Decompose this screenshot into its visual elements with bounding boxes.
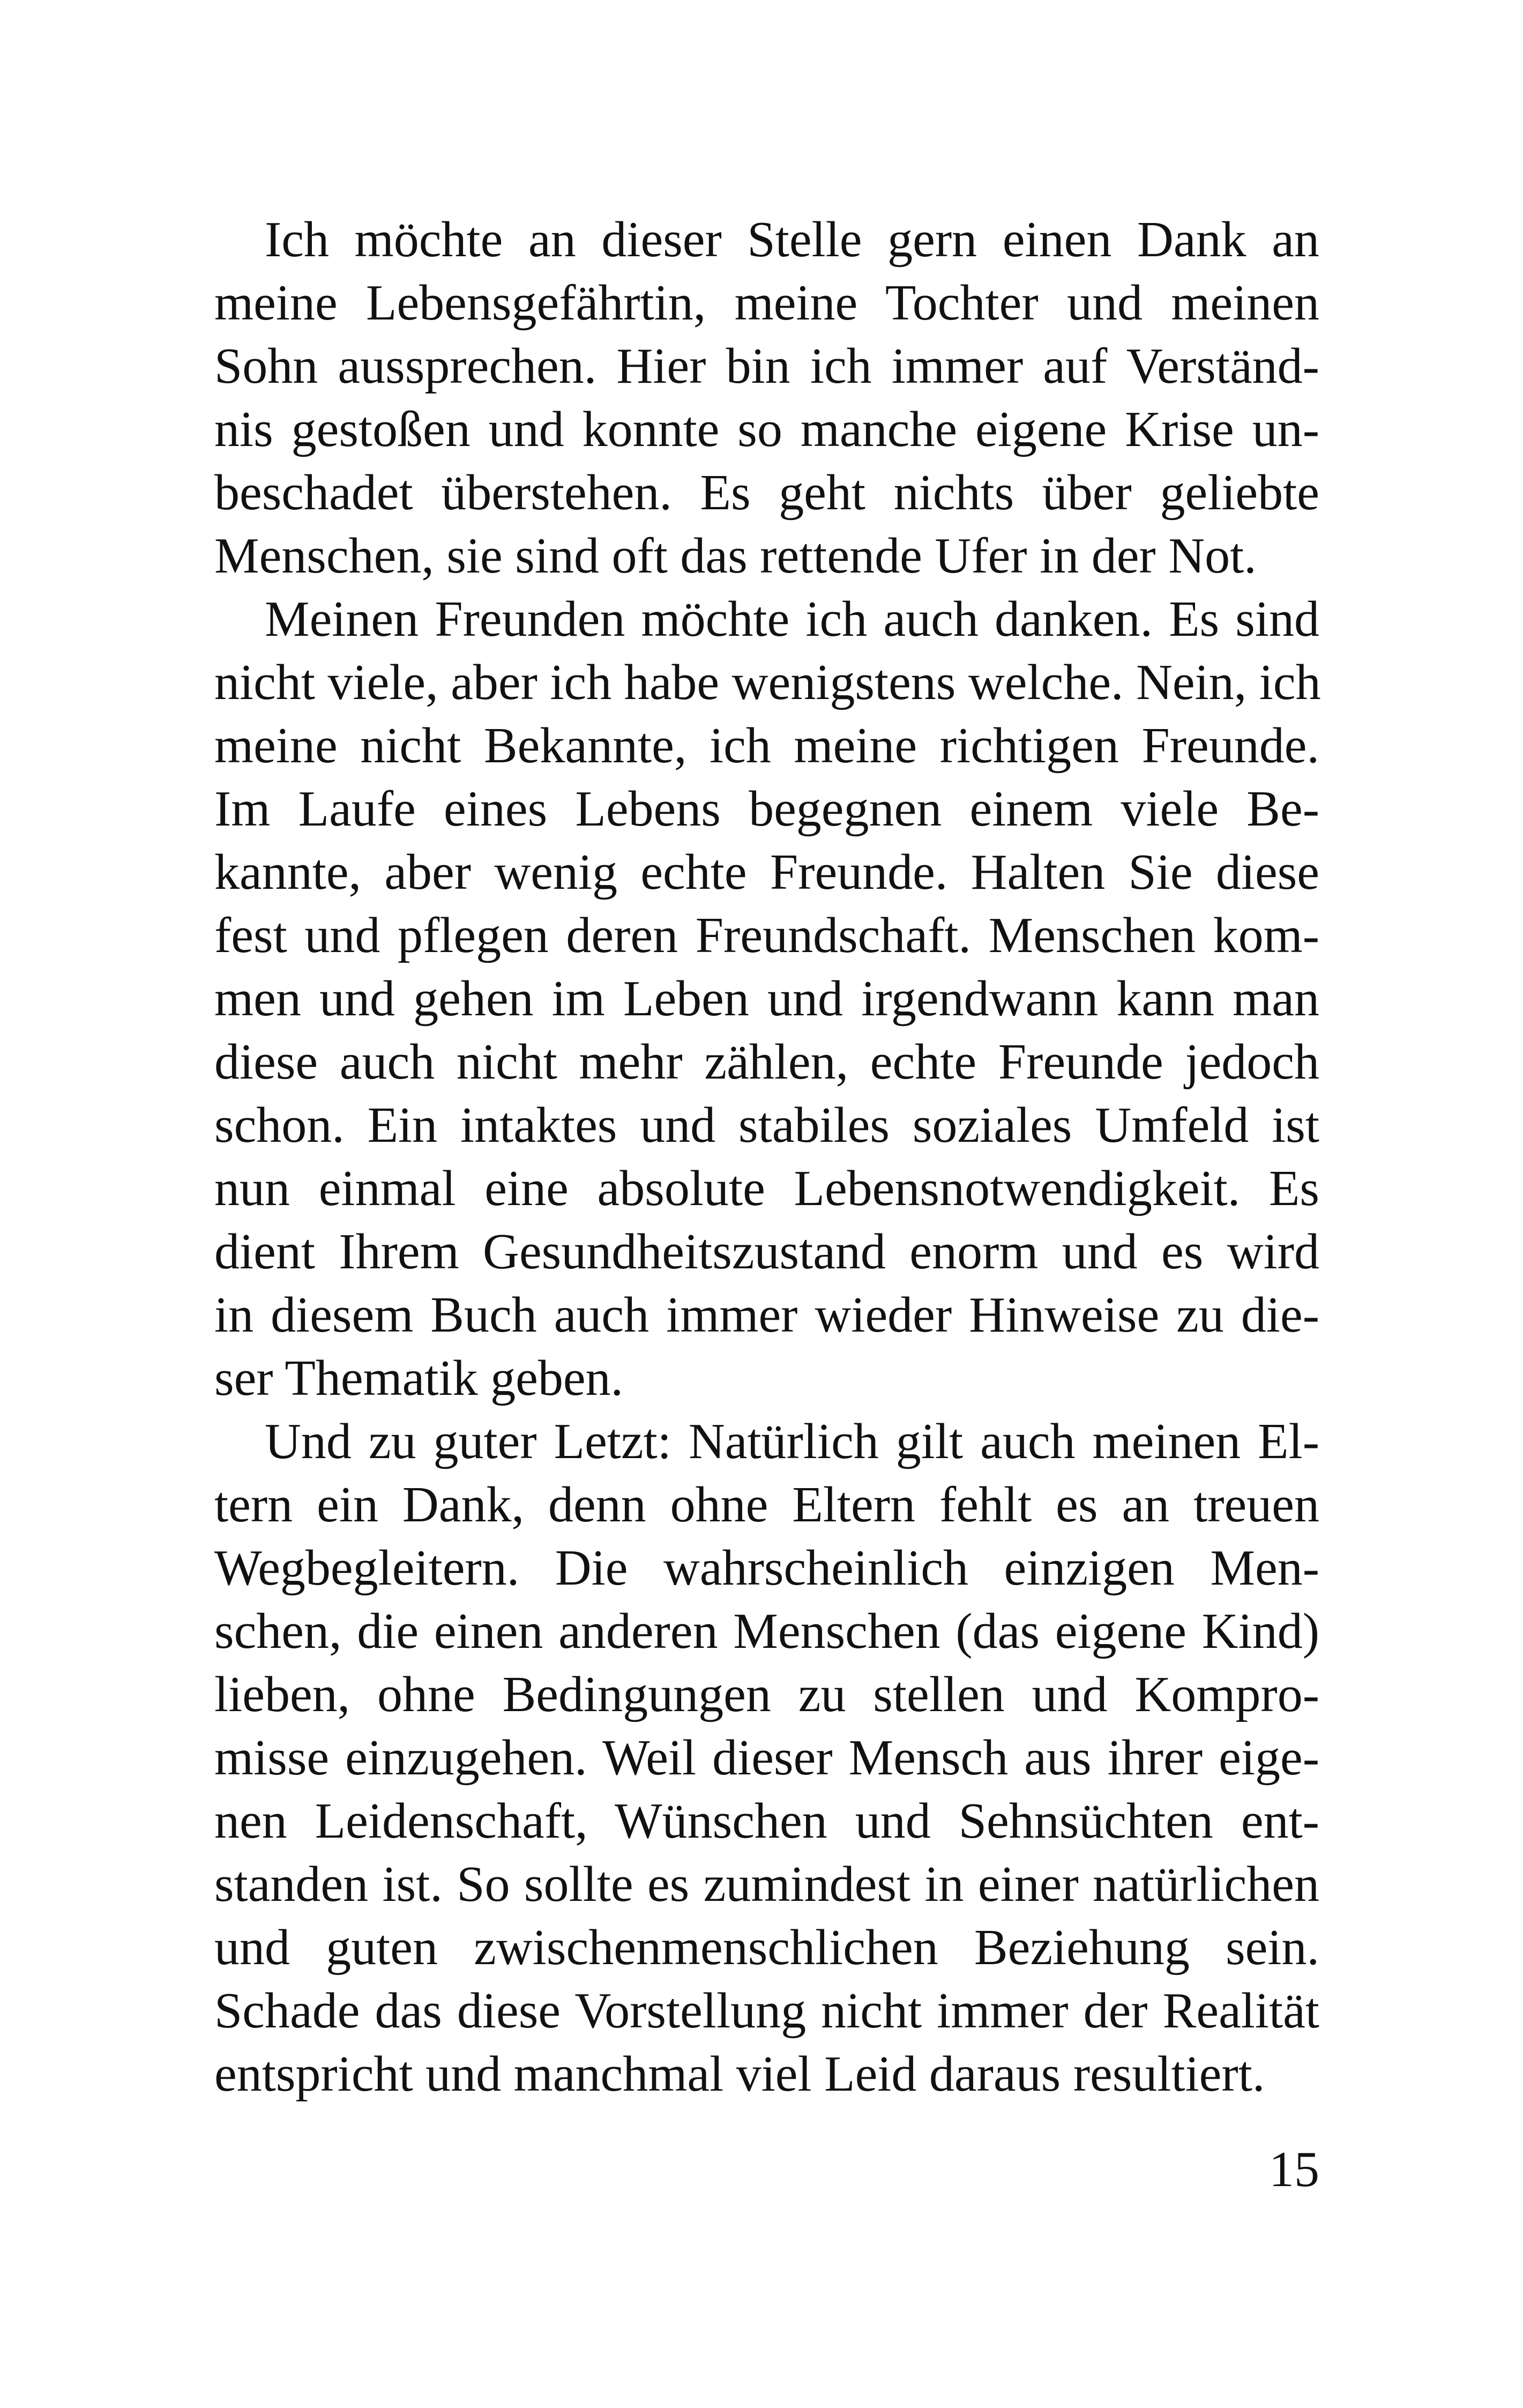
paragraph-line: kannte, aber wenig echte Freunde. Halten Sie diese	[214, 844, 1319, 900]
paragraph-line: und guten zwischenmenschlichen Beziehung sein.	[214, 1920, 1319, 1975]
paragraph-line: Sohn aussprechen. Hier bin ich immer auf Verständ-	[214, 338, 1319, 394]
paragraph-line: meine Lebensgefährtin, meine Tochter und meinen	[214, 275, 1319, 331]
paragraph-line: Ich möchte an dieser Stelle gern einen Dank an	[265, 212, 1319, 267]
paragraph-line: lieben, ohne Bedingungen zu stellen und Kompro-	[214, 1667, 1319, 1722]
paragraph-line: meine nicht Bekannte, ich meine richtigen Freunde.	[214, 718, 1319, 774]
paragraph-line: men und gehen im Leben und irgendwann kann man	[214, 971, 1319, 1027]
paragraph-line: in diesem Buch auch immer wieder Hinweise zu die-	[214, 1287, 1319, 1343]
paragraph-line: diese auch nicht mehr zählen, echte Freunde jedoch	[214, 1034, 1319, 1090]
paragraph-line: Meinen Freunden möchte ich auch danken. Es sind	[265, 591, 1319, 647]
paragraph-line: misse einzugehen. Weil dieser Mensch aus ihrer eige-	[214, 1730, 1319, 1786]
paragraph-line: entspricht und manchmal viel Leid daraus resultiert.	[214, 2046, 1265, 2102]
paragraph-line: beschadet überstehen. Es geht nichts über geliebte	[214, 465, 1319, 521]
paragraph-line: Wegbegleitern. Die wahrscheinlich einzigen Men-	[214, 1540, 1319, 1596]
page-number: 15	[1269, 2142, 1319, 2197]
paragraph-line: schon. Ein intaktes und stabiles soziales Umfeld ist	[214, 1097, 1319, 1153]
paragraph-line: ser Thematik geben.	[214, 1350, 624, 1406]
paragraph-line: tern ein Dank, denn ohne Eltern fehlt es an treuen	[214, 1477, 1319, 1533]
paragraph-line: Menschen, sie sind oft das rettende Ufer in der Not.	[214, 528, 1257, 584]
paragraph-line: fest und pflegen deren Freundschaft. Menschen kom-	[214, 908, 1319, 963]
paragraph-line: nun einmal eine absolute Lebensnotwendigkeit. Es	[214, 1161, 1319, 1216]
paragraph-line: Im Laufe eines Lebens begegnen einem viele Be-	[214, 781, 1319, 837]
paragraph-line: dient Ihrem Gesundheitszustand enorm und es wird	[214, 1224, 1319, 1280]
paragraph-line: schen, die einen anderen Menschen (das eigene Kind)	[214, 1603, 1319, 1659]
paragraph-line: nen Leidenschaft, Wünschen und Sehnsüchten ent-	[214, 1793, 1319, 1849]
paragraph-line: standen ist. So sollte es zumindest in einer natürlichen	[214, 1856, 1319, 1912]
paragraph-line: Schade das diese Vorstellung nicht immer der Realität	[214, 1983, 1319, 2039]
paragraph-line: nicht viele, aber ich habe wenigstens welche. Nein, ich	[214, 655, 1321, 710]
body-text	[214, 208, 1319, 2106]
paragraph-line: Und zu guter Letzt: Natürlich gilt auch meinen El-	[265, 1414, 1319, 1469]
paragraph-line: nis gestoßen und konnte so manche eigene Krise un-	[214, 402, 1319, 457]
